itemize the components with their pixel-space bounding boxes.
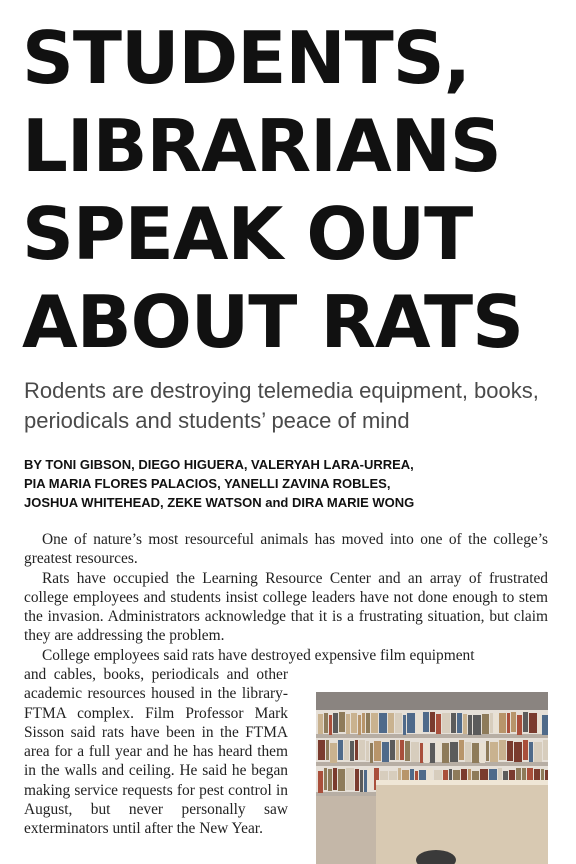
book-spine [451, 713, 456, 733]
book-spine [355, 769, 359, 791]
book-spine [523, 740, 528, 760]
book-spine [514, 742, 522, 762]
book-spine [499, 713, 506, 733]
book-spine [360, 770, 363, 792]
book-spine [511, 712, 516, 732]
book-spine [339, 712, 345, 732]
book-spine [379, 713, 387, 733]
book-spine [529, 713, 537, 733]
headline: STUDENTS, LIBRARIANS SPEAK OUT ABOUT RATS [22, 16, 523, 364]
book-spine [534, 742, 542, 762]
book-spine [358, 715, 361, 735]
book-spine [459, 740, 464, 760]
book-spine [362, 713, 365, 733]
book-spine [472, 743, 479, 763]
book-spine [395, 713, 402, 733]
book-spine [344, 740, 349, 760]
book-spine [436, 741, 441, 761]
paragraph-2: Rats have occupied the Learning Resource Center and an array of frustrated college employees and students insist college leaders have not done enough to stem the invasion. Administrators acknowledge that it is a frustrating situation, but claim they are addressing the problem. [24, 569, 548, 645]
book-spine [430, 712, 435, 732]
book-spine [494, 713, 498, 733]
book-spine [330, 743, 337, 763]
book-spine [407, 713, 415, 733]
paragraph-3-continued: and cables, books, periodicals and other academic resources housed in the library-FTMA complex. Film Professor Mark Sisson said rats have been in the FTMA area for a full year and he has heard them in the walls and ceiling. He said he began making service requests for pest control in August, but never personally saw exterminators until after the New Year. [24, 666, 288, 838]
book-spine [420, 743, 423, 763]
book-spine [333, 713, 338, 733]
book-spine [338, 740, 343, 760]
book-spine [543, 740, 548, 760]
book-spine [465, 742, 471, 762]
book-spine [473, 715, 481, 735]
book-spine [370, 743, 373, 763]
library-photo-image [316, 692, 548, 864]
book-spine [364, 770, 367, 792]
book-spine [318, 714, 323, 734]
book-spine [423, 712, 429, 732]
book-spine [346, 768, 354, 790]
book-spine [430, 743, 435, 763]
book-spine [450, 742, 458, 762]
book-spine [517, 715, 522, 735]
book-spine [374, 741, 381, 761]
book-spine [507, 741, 513, 761]
book-spine [368, 768, 373, 790]
book-spine [366, 741, 369, 761]
book-spine [490, 742, 498, 762]
article-body-top [24, 530, 548, 646]
book-spine [442, 713, 450, 733]
book-spine [333, 768, 337, 790]
book-spine [324, 768, 327, 790]
book-spine [482, 714, 489, 734]
book-spine [523, 712, 528, 732]
book-spine [463, 714, 467, 734]
book-spine [366, 713, 370, 733]
paragraph-3-lead: College employees said rats have destroyed expensive film equipment [42, 647, 475, 664]
book-spine [542, 715, 548, 735]
book-spine [338, 769, 345, 791]
book-spine [346, 714, 350, 734]
book-spine [507, 713, 510, 733]
book-spine [411, 742, 419, 762]
book-spine [403, 715, 406, 735]
library-photo [316, 692, 548, 864]
book-spine [442, 743, 449, 763]
book-spine [490, 713, 493, 733]
book-spine [390, 740, 395, 760]
book-spine [538, 714, 541, 734]
book-spine [405, 741, 410, 761]
subheadline: Rodents are destroying telemedia equipment, books, periodicals and students’ peace of mind [24, 378, 539, 433]
book-spine [486, 741, 489, 761]
book-spine [382, 742, 389, 762]
book-spine [499, 740, 506, 760]
book-spine [468, 715, 472, 735]
book-spine [436, 714, 441, 734]
book-spine [328, 769, 332, 791]
book-spine [388, 713, 394, 733]
book-spine [318, 740, 325, 760]
byline: BY TONI GIBSON, DIEGO HIGUERA, VALERYAH LARA-URREA, PIA MARIA FLORES PALACIOS, YANELLI ZAVINA ROBLES, JOSHUA WHITEHEAD, ZEKE WATSON and DIRA MARIE WONG [24, 457, 415, 510]
book-spine [355, 740, 358, 760]
book-spine [396, 740, 399, 760]
book-spine [350, 741, 354, 761]
book-spine [329, 715, 332, 735]
book-spine [529, 742, 533, 762]
book-spine [351, 713, 357, 733]
book-spine [318, 771, 323, 793]
book-spine [480, 743, 485, 763]
paragraph-1: One of nature’s most resourceful animals has moved into one of the college’s greatest resources. [24, 531, 548, 568]
book-spine [424, 743, 429, 763]
book-spine [416, 713, 422, 733]
book-spine [326, 740, 329, 760]
book-spine [359, 740, 365, 760]
book-spine [400, 740, 404, 760]
book-spine [371, 713, 378, 733]
book-spine [324, 713, 328, 733]
book-spine [457, 713, 462, 733]
